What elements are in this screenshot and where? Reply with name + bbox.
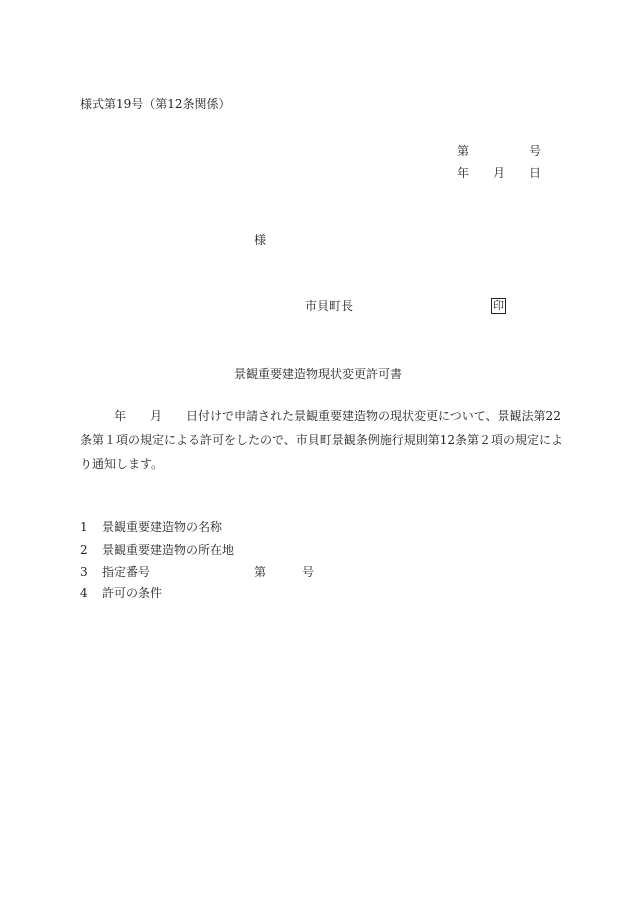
item-3-value-prefix: 第 xyxy=(254,565,267,579)
number-prefix: 第 xyxy=(457,144,470,158)
body-month: 月 xyxy=(150,409,163,423)
item-4-number: 4 xyxy=(80,586,88,600)
number-suffix: 号 xyxy=(529,144,542,158)
issuer-title: 市貝町長 xyxy=(305,299,354,313)
item-3-label: 指定番号 xyxy=(102,565,151,579)
body-line-3: り通知します。 xyxy=(80,457,164,471)
item-1-label: 景観重要建造物の名称 xyxy=(102,520,223,534)
item-2-number: 2 xyxy=(80,543,88,557)
date-month: 月 xyxy=(493,166,506,180)
body-year: 年 xyxy=(114,409,127,423)
issuer-seal xyxy=(491,297,506,314)
body-paragraph xyxy=(80,404,564,476)
item-3-number: 3 xyxy=(80,565,88,579)
body-line-1 xyxy=(80,404,561,428)
date-day: 日 xyxy=(529,166,542,180)
document-title: 景観重要建造物現状変更許可書 xyxy=(234,367,403,381)
body-line-2: 条第１項の規定による許可をしたので、市貝町景観条例施行規則第12条第２項の規定によ xyxy=(80,433,564,447)
item-3-value-suffix: 号 xyxy=(302,565,315,579)
body-line-1-text: 日付けで申請された景観重要建造物の現状変更について、景観法第22 xyxy=(186,409,561,423)
date-year: 年 xyxy=(457,166,470,180)
item-1-number: 1 xyxy=(80,520,88,534)
addressee-honorific: 様 xyxy=(254,233,267,247)
form-number: 様式第19号（第12条関係） xyxy=(80,97,231,111)
item-2-label: 景観重要建造物の所在地 xyxy=(102,543,235,557)
item-4-label: 許可の条件 xyxy=(102,586,163,600)
seal-mark: 印 xyxy=(493,299,504,312)
